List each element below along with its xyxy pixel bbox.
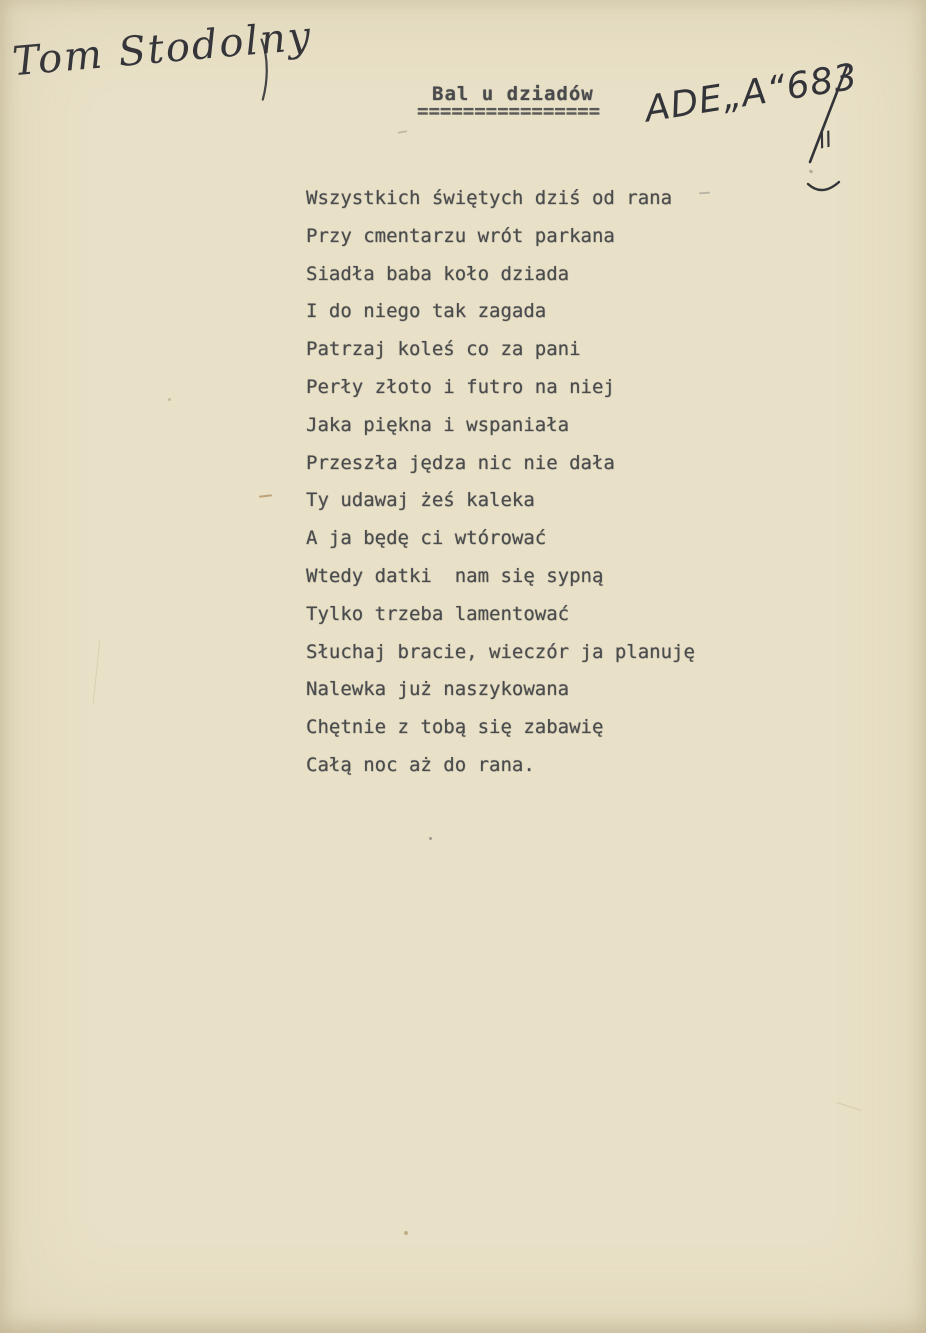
archive-flourish-stroke	[808, 182, 839, 190]
poem-line: Wszystkich świętych dziś od rana	[306, 187, 673, 209]
archive-code-text: ADE„A“683	[642, 56, 861, 131]
poem-line: Całą noc aż do rana.	[306, 753, 535, 776]
poem-line: Chętnie z tobą się zabawię	[306, 716, 604, 739]
handwritten-name-text: Tom Stodolny	[10, 13, 315, 86]
poem-line: Wtedy datki nam się sypną	[306, 564, 604, 587]
title-underline: ================	[417, 100, 601, 122]
handwritten-name-annotation	[8, 8, 318, 128]
poem-line: Tylko trzeba lamentować	[306, 602, 570, 625]
poem-line: Przy cmentarzu wrót parkana	[306, 224, 615, 247]
poem-line: I do niego tak zagada	[306, 300, 547, 323]
poem-body	[306, 180, 695, 785]
poem-line: Patrzaj koleś co za pani	[306, 338, 581, 361]
poem-line: Przeszła jędza nic nie dała	[306, 451, 615, 474]
poem-line: Jaka piękna i wspaniała	[306, 413, 570, 436]
poem-line: Siadła baba koło dziada	[306, 262, 570, 285]
poem-line: A ja będę ci wtórować	[306, 527, 547, 550]
poem-title: Bal u dziadów	[432, 83, 594, 105]
poem-line: Ty udawaj żeś kaleka	[306, 489, 535, 512]
poem-line: Słuchaj bracie, wieczór ja planuję	[306, 640, 695, 663]
poem-line: Perły złoto i futro na niej	[306, 375, 615, 398]
archive-numeral-text: II	[816, 127, 835, 155]
poem-line: Nalewka już naszykowana	[306, 678, 570, 701]
